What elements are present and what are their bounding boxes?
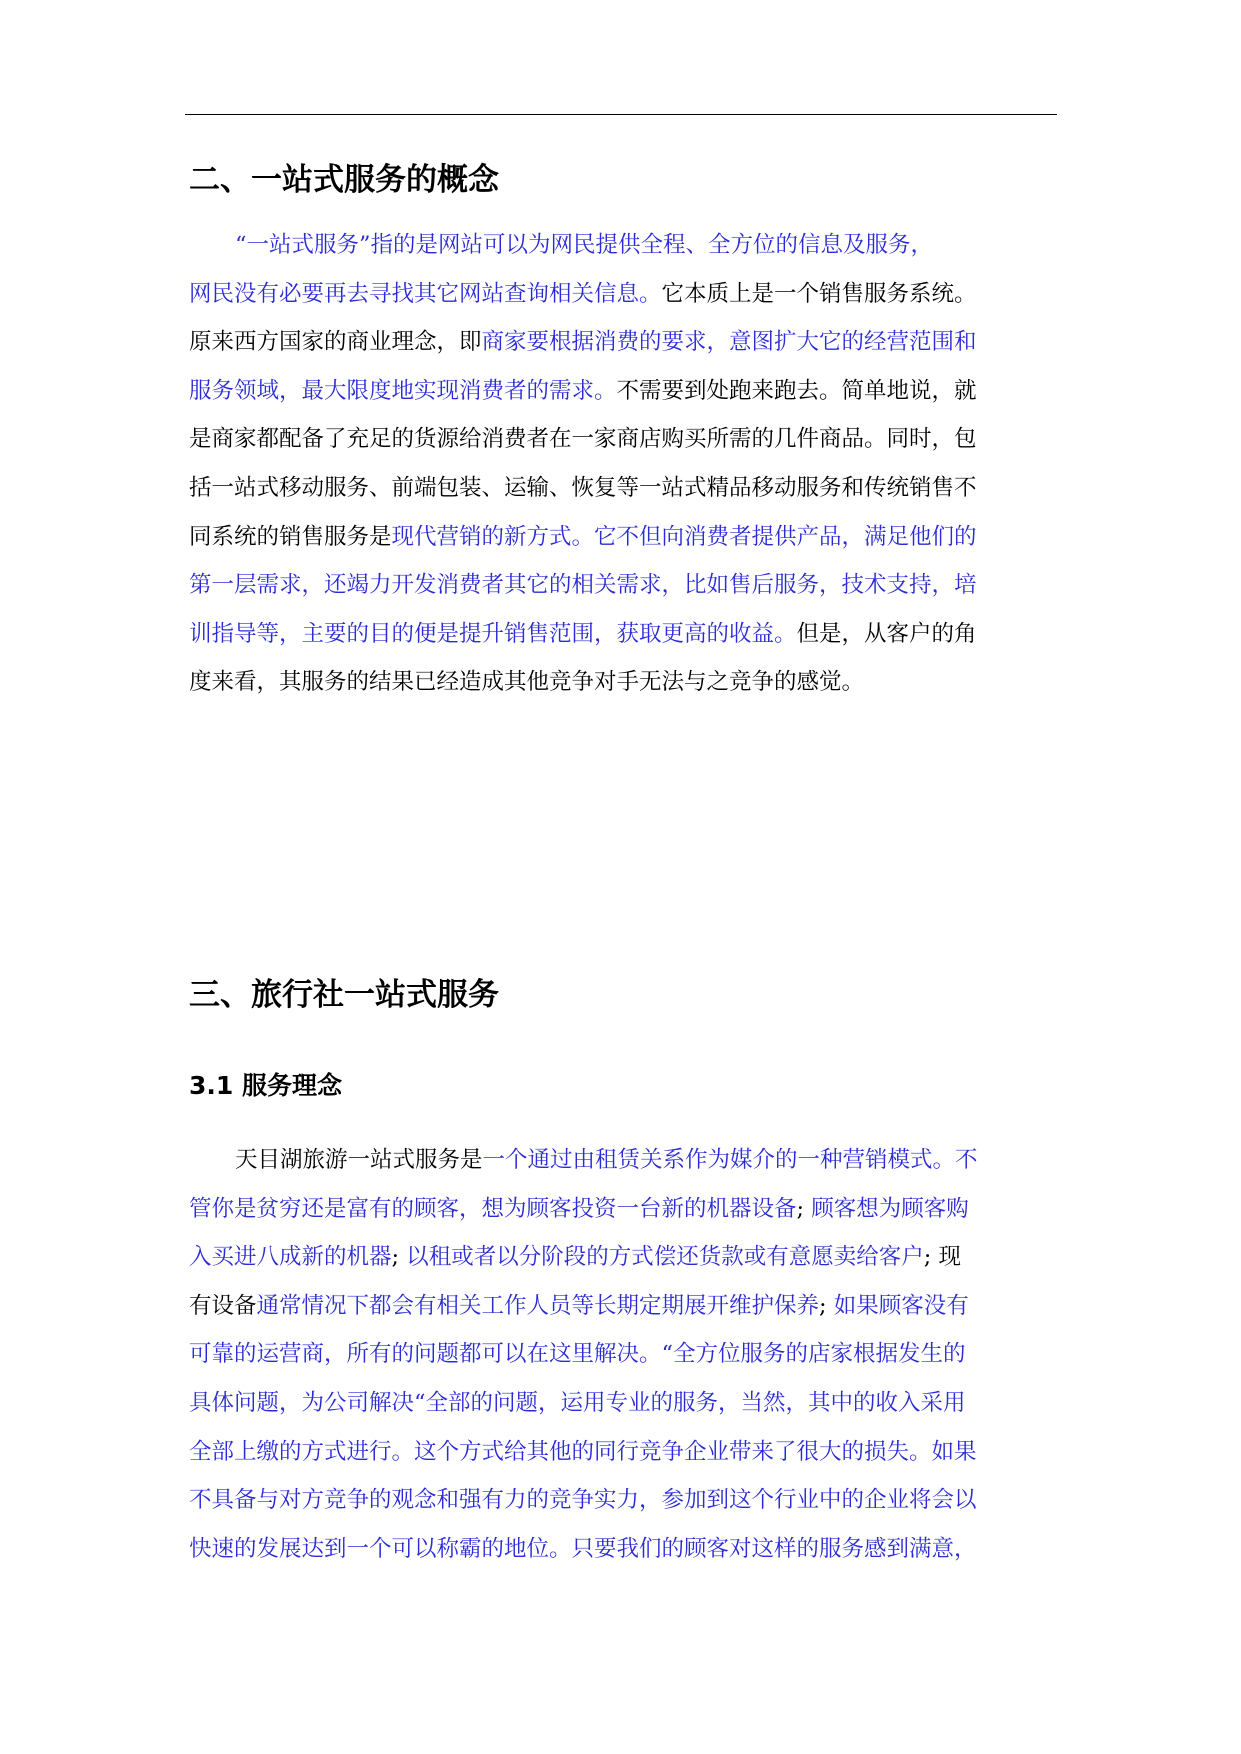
- text-run: ;: [796, 1195, 812, 1222]
- text-run: 天目湖旅游一站式服务是: [235, 1147, 483, 1173]
- highlighted-text-run: 快速的发展达到一个可以称霸的地位。只要我们的顾客对这样的服务感到满意，: [189, 1535, 977, 1562]
- highlighted-text-run: 不具备与对方竞争的观念和强有力的竞争实力，参加到这个行业中的企业将会以: [189, 1487, 977, 1514]
- text-line: [189, 464, 1069, 513]
- highlighted-text-run: 顾客想为顾客购: [811, 1195, 969, 1222]
- paragraph-service-philosophy: [189, 1136, 1069, 1573]
- text-run: 括一站式移动服务、前端包装、运输、恢复等一站式精品移动服务和传统销售不: [189, 474, 977, 501]
- highlighted-text-run: “一站式服务”指的是网站可以为网民提供全程、全方位的信息及服务，: [235, 232, 934, 258]
- text-run: ;: [391, 1244, 407, 1271]
- text-line: [189, 1379, 1069, 1428]
- text-run: 它本质上是一个销售服务系统。: [661, 280, 977, 307]
- text-line: [189, 610, 1069, 659]
- highlighted-text-run: 通常情况下都会有相关工作人员等长期定期展开维护保养: [256, 1292, 820, 1319]
- highlighted-text-run: 全部上缴的方式进行。这个方式给其他的同行竞争企业带来了很大的损失。如果: [189, 1438, 977, 1465]
- highlighted-text-run: 具体问题，为公司解决“全部的问题，运用专业的服务，当然，其中的收入采用: [189, 1389, 966, 1416]
- text-line: [189, 1476, 1069, 1525]
- highlighted-text-run: 服务领域，最大限度地实现消费者的需求。: [189, 377, 617, 404]
- text-line: [189, 1185, 1069, 1234]
- highlighted-text-run: 商家要根据消费的要求，意图扩大它的经营范围和: [481, 329, 977, 356]
- text-run: 有设备: [189, 1292, 257, 1319]
- text-line: [189, 1136, 1069, 1185]
- text-run: 是商家都配备了充足的货源给消费者在一家商店购买所需的几件商品。同时，包: [189, 426, 977, 453]
- subsection-heading-service-philosophy: 3.1 服务理念: [189, 1071, 342, 1100]
- text-line: [189, 561, 1069, 610]
- section-heading-concept: 二、一站式服务的概念: [189, 162, 499, 198]
- highlighted-text-run: 网民没有必要再去寻找其它网站查询相关信息。: [189, 280, 662, 307]
- text-run: 度来看，其服务的结果已经造成其他竞争对手无法与之竞争的感觉。: [189, 669, 865, 696]
- paragraph-concept: [189, 221, 1069, 707]
- text-line: [189, 1233, 1069, 1282]
- text-line: [189, 318, 1069, 367]
- text-line: [189, 270, 1069, 319]
- text-run: ; 现: [923, 1244, 961, 1271]
- text-line: [189, 658, 1069, 707]
- text-line: [189, 221, 1069, 270]
- text-line: [189, 1525, 1069, 1574]
- highlighted-text-run: 一个通过由租赁关系作为媒介的一种营销模式。不: [482, 1147, 978, 1173]
- highlighted-text-run: 第一层需求，还竭力开发消费者其它的相关需求，比如售后服务，技术支持，培: [189, 572, 977, 599]
- text-run: 原来西方国家的商业理念，即: [189, 329, 482, 356]
- text-run: 但是，从客户的角: [796, 620, 977, 647]
- highlighted-text-run: 训指导等，主要的目的便是提升销售范围，获取更高的收益。: [189, 620, 797, 647]
- header-rule: [185, 114, 1057, 115]
- text-line: [189, 513, 1069, 562]
- text-line: [189, 1282, 1069, 1331]
- highlighted-text-run: 管你是贫穷还是富有的顾客，想为顾客投资一台新的机器设备: [189, 1195, 797, 1222]
- text-line: [189, 1428, 1069, 1477]
- highlighted-text-run: 可靠的运营商，所有的问题都可以在这里解决。“全方位服务的店家根据发生的: [189, 1341, 966, 1368]
- text-run: ;: [819, 1292, 834, 1319]
- text-run: 同系统的销售服务是: [189, 523, 392, 550]
- highlighted-text-run: 现代营销的新方式。它不但向消费者提供产品，满足他们的: [391, 523, 977, 550]
- text-line: [189, 415, 1069, 464]
- text-line: [189, 367, 1069, 416]
- highlighted-text-run: 如果顾客没有: [833, 1292, 969, 1319]
- highlighted-text-run: 以租或者以分阶段的方式偿还货款或有意愿卖给客户: [406, 1244, 924, 1271]
- text-line: [189, 1330, 1069, 1379]
- section-heading-travel-agency: 三、旅行社一站式服务: [189, 977, 499, 1013]
- text-run: 不需要到处跑来跑去。简单地说，就: [616, 377, 977, 404]
- highlighted-text-run: 入买进八成新的机器: [189, 1244, 392, 1271]
